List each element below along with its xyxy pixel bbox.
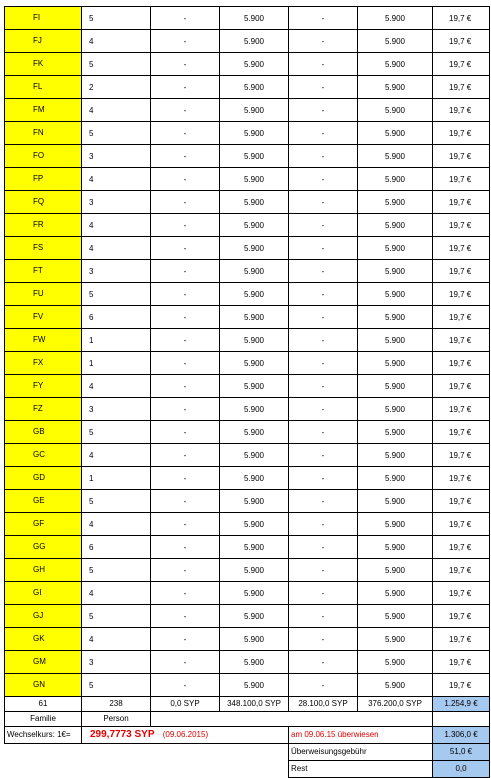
table-row	[5, 260, 490, 283]
value-b: 5.900	[220, 53, 289, 76]
value-d: 5.900	[358, 329, 433, 352]
value-c: -	[289, 122, 358, 145]
value-euro: 19,7 €	[433, 99, 490, 122]
table-row	[5, 283, 490, 306]
value-d: 5.900	[358, 145, 433, 168]
exchange-label: Wechselkurs: 1€=	[5, 727, 82, 744]
value-a: -	[151, 605, 220, 628]
value-d: 5.900	[358, 53, 433, 76]
person-count: 4	[82, 375, 151, 398]
family-code: GD	[5, 467, 82, 490]
rest-row	[5, 761, 490, 778]
value-b: 5.900	[220, 30, 289, 53]
table-row	[5, 122, 490, 145]
family-code: FX	[5, 352, 82, 375]
value-a: -	[151, 306, 220, 329]
value-a: -	[151, 375, 220, 398]
family-code: FR	[5, 214, 82, 237]
value-a: -	[151, 513, 220, 536]
transfer-amount: 1.306,0 €	[433, 727, 490, 744]
value-a: -	[151, 444, 220, 467]
table-row	[5, 490, 490, 513]
value-euro: 19,7 €	[433, 145, 490, 168]
family-code: GM	[5, 651, 82, 674]
value-c: -	[289, 651, 358, 674]
total-col-d: 376.200,0 SYP	[358, 697, 433, 712]
value-euro: 19,7 €	[433, 536, 490, 559]
value-a: -	[151, 53, 220, 76]
value-d: 5.900	[358, 444, 433, 467]
value-d: 5.900	[358, 421, 433, 444]
person-count: 4	[82, 513, 151, 536]
value-d: 5.900	[358, 260, 433, 283]
value-a: -	[151, 559, 220, 582]
table-row	[5, 30, 490, 53]
value-euro: 19,7 €	[433, 76, 490, 99]
value-euro: 19,7 €	[433, 674, 490, 697]
value-c: -	[289, 191, 358, 214]
value-c: -	[289, 237, 358, 260]
value-d: 5.900	[358, 168, 433, 191]
value-b: 5.900	[220, 283, 289, 306]
table-row	[5, 605, 490, 628]
value-b: 5.900	[220, 490, 289, 513]
value-a: -	[151, 398, 220, 421]
person-count: 1	[82, 467, 151, 490]
table-row	[5, 513, 490, 536]
value-d: 5.900	[358, 651, 433, 674]
total-col-c: 28.100,0 SYP	[289, 697, 358, 712]
value-d: 5.900	[358, 582, 433, 605]
value-euro: 19,7 €	[433, 352, 490, 375]
value-b: 5.900	[220, 398, 289, 421]
value-c: -	[289, 214, 358, 237]
value-d: 5.900	[358, 237, 433, 260]
value-euro: 19,7 €	[433, 30, 490, 53]
familie-label: Familie	[5, 712, 82, 727]
family-code: GJ	[5, 605, 82, 628]
value-d: 5.900	[358, 467, 433, 490]
table-row	[5, 467, 490, 490]
table-row	[5, 352, 490, 375]
fee-amount: 51,0 €	[433, 744, 490, 761]
distribution-table	[4, 6, 490, 778]
table-row	[5, 145, 490, 168]
fee-label: Überweisungsgebühr	[289, 744, 433, 761]
table-row	[5, 99, 490, 122]
family-code: FM	[5, 99, 82, 122]
value-euro: 19,7 €	[433, 7, 490, 30]
person-count: 5	[82, 283, 151, 306]
family-code: FY	[5, 375, 82, 398]
person-count: 3	[82, 191, 151, 214]
value-b: 5.900	[220, 329, 289, 352]
value-c: -	[289, 444, 358, 467]
value-euro: 19,7 €	[433, 191, 490, 214]
person-count: 6	[82, 536, 151, 559]
rest-amount: 0,0	[433, 761, 490, 778]
family-code: GF	[5, 513, 82, 536]
value-b: 5.900	[220, 122, 289, 145]
table-row	[5, 53, 490, 76]
totals-row	[5, 697, 490, 712]
value-a: -	[151, 76, 220, 99]
person-count: 2	[82, 76, 151, 99]
value-c: -	[289, 99, 358, 122]
value-d: 5.900	[358, 628, 433, 651]
value-b: 5.900	[220, 237, 289, 260]
value-d: 5.900	[358, 191, 433, 214]
table-row	[5, 536, 490, 559]
value-d: 5.900	[358, 99, 433, 122]
value-a: -	[151, 122, 220, 145]
value-a: -	[151, 421, 220, 444]
value-a: -	[151, 628, 220, 651]
value-a: -	[151, 30, 220, 53]
table-row	[5, 214, 490, 237]
person-count: 4	[82, 30, 151, 53]
value-c: -	[289, 605, 358, 628]
table-row	[5, 651, 490, 674]
table-row	[5, 582, 490, 605]
person-count: 1	[82, 352, 151, 375]
person-count: 4	[82, 168, 151, 191]
value-c: -	[289, 559, 358, 582]
value-b: 5.900	[220, 628, 289, 651]
table-body	[5, 7, 490, 697]
value-c: -	[289, 53, 358, 76]
value-c: -	[289, 260, 358, 283]
table-row	[5, 674, 490, 697]
value-b: 5.900	[220, 214, 289, 237]
value-c: -	[289, 398, 358, 421]
value-b: 5.900	[220, 582, 289, 605]
value-d: 5.900	[358, 76, 433, 99]
family-code: FK	[5, 53, 82, 76]
family-code: FW	[5, 329, 82, 352]
value-c: -	[289, 490, 358, 513]
table-row	[5, 628, 490, 651]
value-d: 5.900	[358, 398, 433, 421]
value-b: 5.900	[220, 7, 289, 30]
value-euro: 19,7 €	[433, 237, 490, 260]
family-code: GE	[5, 490, 82, 513]
family-code: FL	[5, 76, 82, 99]
value-b: 5.900	[220, 513, 289, 536]
transfer-label: am 09.06.15 überwiesen	[289, 727, 433, 744]
family-code: GC	[5, 444, 82, 467]
value-c: -	[289, 306, 358, 329]
family-code: FS	[5, 237, 82, 260]
value-euro: 19,7 €	[433, 444, 490, 467]
value-a: -	[151, 283, 220, 306]
person-count: 4	[82, 582, 151, 605]
table-row	[5, 191, 490, 214]
value-d: 5.900	[358, 513, 433, 536]
table-row	[5, 329, 490, 352]
value-b: 5.900	[220, 674, 289, 697]
total-persons: 238	[82, 697, 151, 712]
person-count: 4	[82, 237, 151, 260]
person-count: 5	[82, 605, 151, 628]
value-euro: 19,7 €	[433, 490, 490, 513]
value-d: 5.900	[358, 605, 433, 628]
value-d: 5.900	[358, 375, 433, 398]
header-labels-row	[5, 712, 490, 727]
value-a: -	[151, 191, 220, 214]
family-code: GN	[5, 674, 82, 697]
exchange-row	[5, 727, 490, 744]
value-euro: 19,7 €	[433, 651, 490, 674]
value-b: 5.900	[220, 421, 289, 444]
table-row	[5, 398, 490, 421]
value-d: 5.900	[358, 214, 433, 237]
value-euro: 19,7 €	[433, 375, 490, 398]
family-code: FJ	[5, 30, 82, 53]
value-a: -	[151, 674, 220, 697]
value-c: -	[289, 283, 358, 306]
family-code: GH	[5, 559, 82, 582]
value-d: 5.900	[358, 490, 433, 513]
value-c: -	[289, 536, 358, 559]
value-b: 5.900	[220, 260, 289, 283]
person-count: 5	[82, 490, 151, 513]
value-c: -	[289, 628, 358, 651]
table-row	[5, 168, 490, 191]
value-c: -	[289, 329, 358, 352]
exchange-rate-cell	[82, 727, 289, 744]
value-d: 5.900	[358, 674, 433, 697]
family-code: FT	[5, 260, 82, 283]
value-c: -	[289, 467, 358, 490]
value-a: -	[151, 99, 220, 122]
family-code: GI	[5, 582, 82, 605]
family-code: FV	[5, 306, 82, 329]
person-count: 5	[82, 674, 151, 697]
value-c: -	[289, 168, 358, 191]
value-euro: 19,7 €	[433, 260, 490, 283]
value-b: 5.900	[220, 536, 289, 559]
value-a: -	[151, 467, 220, 490]
value-d: 5.900	[358, 306, 433, 329]
table-row	[5, 559, 490, 582]
family-code: FZ	[5, 398, 82, 421]
family-code: GB	[5, 421, 82, 444]
value-a: -	[151, 237, 220, 260]
value-c: -	[289, 145, 358, 168]
value-a: -	[151, 145, 220, 168]
value-a: -	[151, 329, 220, 352]
person-count: 4	[82, 99, 151, 122]
value-c: -	[289, 582, 358, 605]
value-a: -	[151, 214, 220, 237]
table-row	[5, 375, 490, 398]
value-b: 5.900	[220, 168, 289, 191]
person-count: 4	[82, 214, 151, 237]
person-count: 3	[82, 145, 151, 168]
table-row	[5, 237, 490, 260]
total-families: 61	[5, 697, 82, 712]
person-count: 5	[82, 421, 151, 444]
rest-label: Rest	[289, 761, 433, 778]
person-count: 1	[82, 329, 151, 352]
value-euro: 19,7 €	[433, 559, 490, 582]
family-code: GG	[5, 536, 82, 559]
value-b: 5.900	[220, 306, 289, 329]
value-euro: 19,7 €	[433, 306, 490, 329]
value-euro: 19,7 €	[433, 421, 490, 444]
value-euro: 19,7 €	[433, 283, 490, 306]
value-a: -	[151, 536, 220, 559]
value-c: -	[289, 421, 358, 444]
family-code: FP	[5, 168, 82, 191]
value-b: 5.900	[220, 605, 289, 628]
value-euro: 19,7 €	[433, 628, 490, 651]
value-b: 5.900	[220, 145, 289, 168]
value-a: -	[151, 7, 220, 30]
value-c: -	[289, 375, 358, 398]
value-euro: 19,7 €	[433, 467, 490, 490]
total-col-b: 348.100,0 SYP	[220, 697, 289, 712]
table-row	[5, 444, 490, 467]
person-count: 3	[82, 651, 151, 674]
table-row	[5, 7, 490, 30]
value-euro: 19,7 €	[433, 398, 490, 421]
person-count: 4	[82, 628, 151, 651]
value-euro: 19,7 €	[433, 214, 490, 237]
value-euro: 19,7 €	[433, 168, 490, 191]
person-count: 4	[82, 444, 151, 467]
family-code: FU	[5, 283, 82, 306]
exchange-rate: 299,7773 SYP	[90, 729, 155, 740]
value-d: 5.900	[358, 122, 433, 145]
family-code: FQ	[5, 191, 82, 214]
total-euro: 1.254,9 €	[433, 697, 490, 712]
value-b: 5.900	[220, 375, 289, 398]
table-row	[5, 306, 490, 329]
value-d: 5.900	[358, 536, 433, 559]
value-euro: 19,7 €	[433, 513, 490, 536]
value-b: 5.900	[220, 99, 289, 122]
person-count: 5	[82, 559, 151, 582]
person-count: 5	[82, 53, 151, 76]
spreadsheet	[4, 6, 490, 778]
exchange-date: (09.06.2015)	[162, 730, 209, 739]
value-euro: 19,7 €	[433, 582, 490, 605]
person-count: 6	[82, 306, 151, 329]
family-code: GK	[5, 628, 82, 651]
person-count: 5	[82, 122, 151, 145]
table-row	[5, 76, 490, 99]
value-b: 5.900	[220, 444, 289, 467]
fee-row	[5, 744, 490, 761]
value-euro: 19,7 €	[433, 605, 490, 628]
value-d: 5.900	[358, 559, 433, 582]
value-d: 5.900	[358, 7, 433, 30]
value-b: 5.900	[220, 352, 289, 375]
family-code: FN	[5, 122, 82, 145]
person-count: 3	[82, 260, 151, 283]
value-c: -	[289, 7, 358, 30]
value-b: 5.900	[220, 76, 289, 99]
value-c: -	[289, 674, 358, 697]
person-count: 3	[82, 398, 151, 421]
value-a: -	[151, 168, 220, 191]
total-col-a: 0,0 SYP	[151, 697, 220, 712]
person-label: Person	[82, 712, 151, 727]
value-a: -	[151, 582, 220, 605]
person-count: 5	[82, 7, 151, 30]
value-a: -	[151, 352, 220, 375]
family-code: FO	[5, 145, 82, 168]
value-euro: 19,7 €	[433, 122, 490, 145]
value-a: -	[151, 260, 220, 283]
family-code: FI	[5, 7, 82, 30]
value-b: 5.900	[220, 467, 289, 490]
value-euro: 19,7 €	[433, 329, 490, 352]
value-c: -	[289, 30, 358, 53]
table-row	[5, 421, 490, 444]
value-b: 5.900	[220, 651, 289, 674]
value-b: 5.900	[220, 559, 289, 582]
value-a: -	[151, 490, 220, 513]
value-euro: 19,7 €	[433, 53, 490, 76]
value-c: -	[289, 513, 358, 536]
value-d: 5.900	[358, 283, 433, 306]
value-d: 5.900	[358, 352, 433, 375]
value-a: -	[151, 651, 220, 674]
value-c: -	[289, 352, 358, 375]
value-b: 5.900	[220, 191, 289, 214]
value-c: -	[289, 76, 358, 99]
value-d: 5.900	[358, 30, 433, 53]
